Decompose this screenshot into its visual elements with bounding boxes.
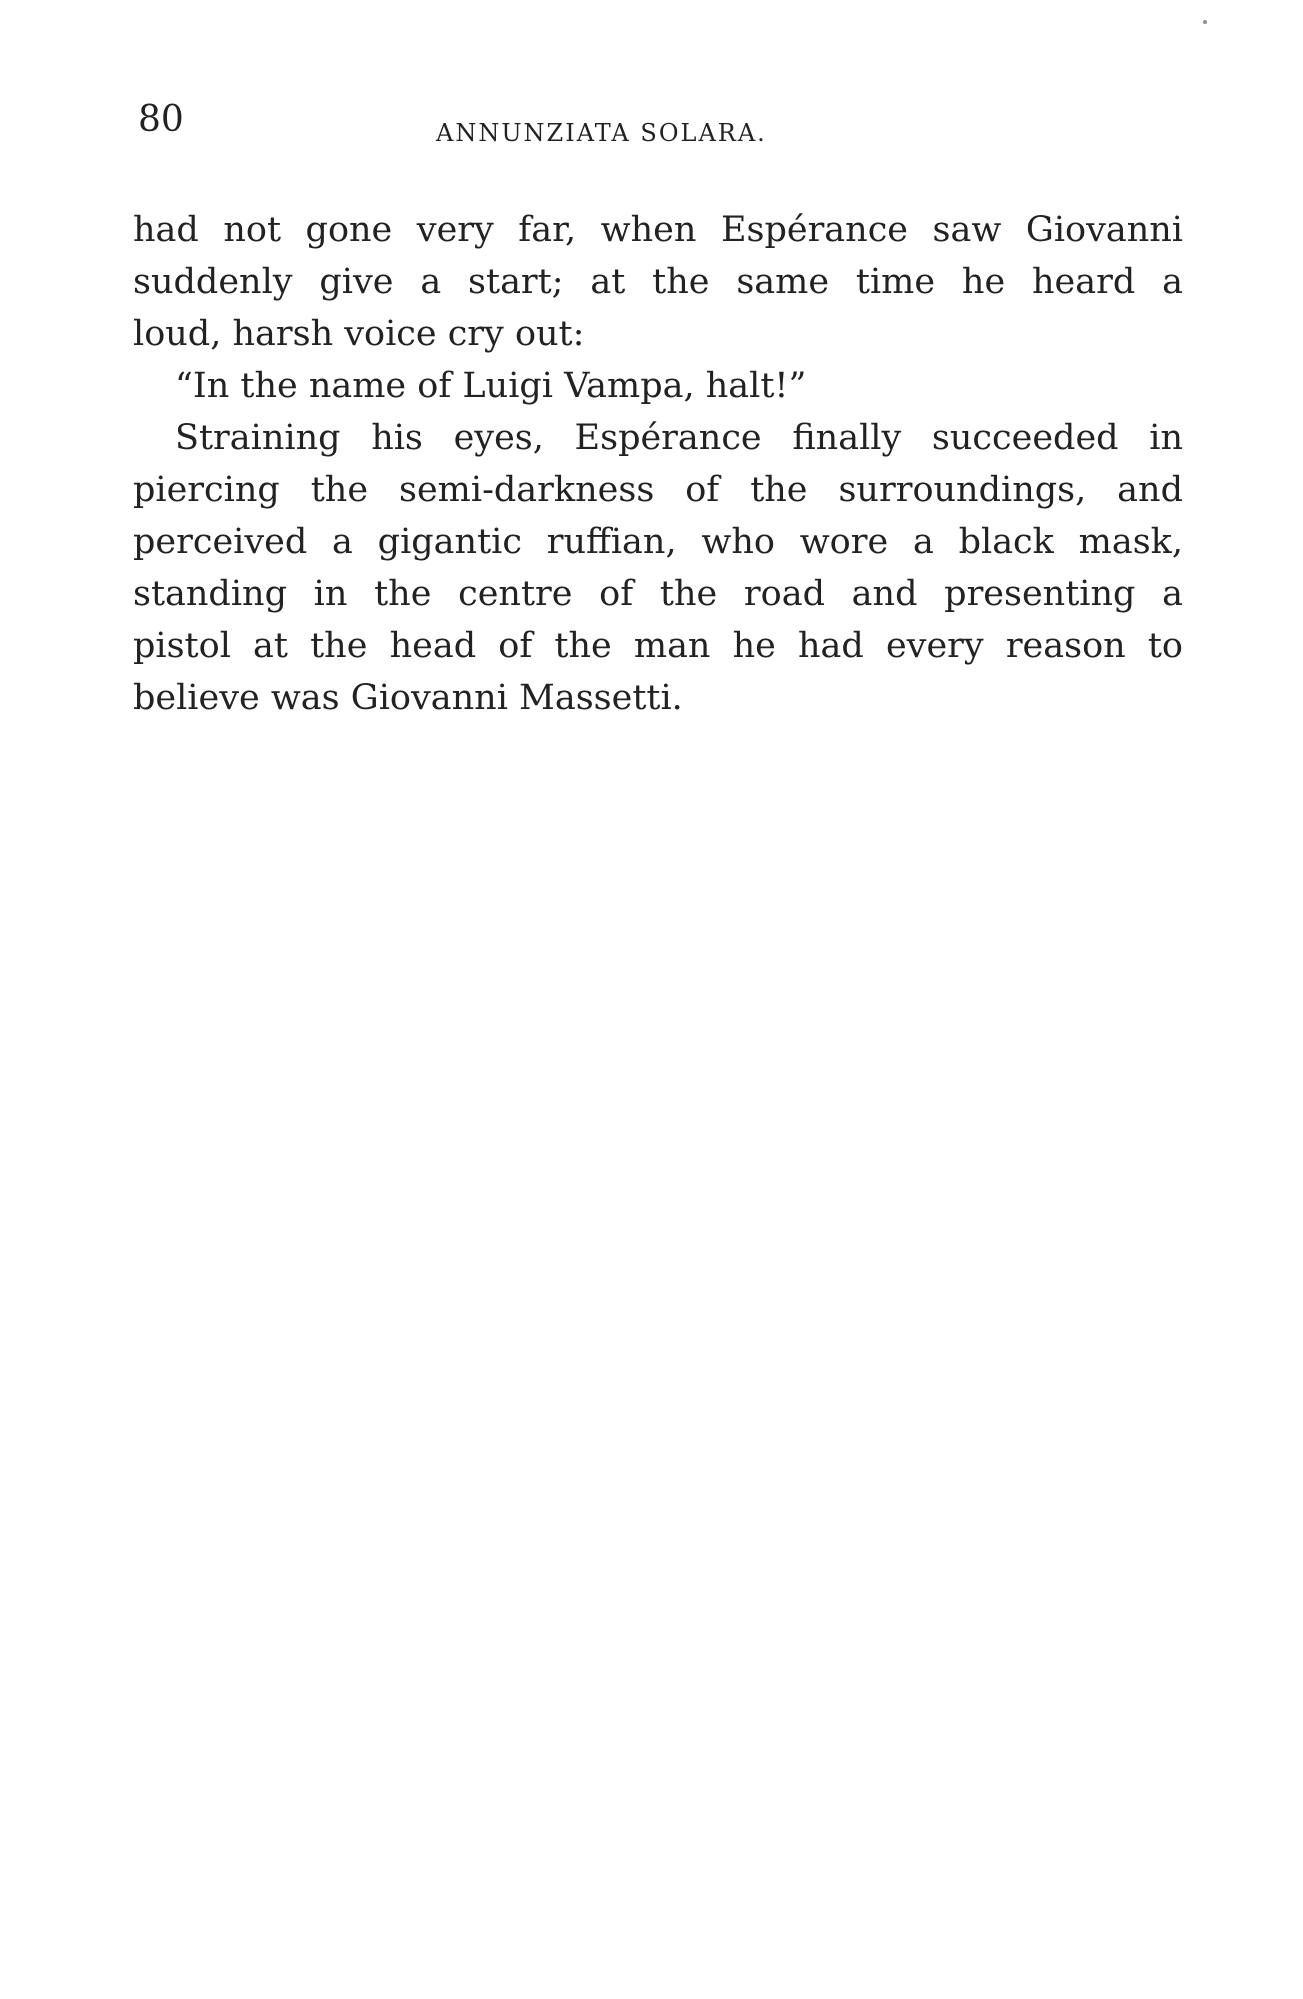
text-line: pistol at the head of the man he had every reason to <box>133 626 1183 666</box>
text-line: had not gone very far, when Espérance saw Giovanni <box>133 210 1183 250</box>
text-line: Straining his eyes, Espérance finally succeeded in <box>175 418 1183 458</box>
page-number: 80 <box>138 99 184 140</box>
ink-speck <box>1203 20 1207 24</box>
text-line: piercing the semi-darkness of the surroundings, and <box>133 470 1183 510</box>
text-line: suddenly give a start; at the same time he heard a <box>133 262 1183 302</box>
running-head: ANNUNZIATA SOLARA. <box>436 119 767 147</box>
text-line: believe was Giovanni Massetti. <box>133 678 683 718</box>
text-line: perceived a gigantic ruffian, who wore a black mask, <box>133 522 1183 562</box>
text-line: loud, harsh voice cry out: <box>133 314 585 354</box>
text-line: “In the name of Luigi Vampa, halt!” <box>175 366 807 406</box>
body-text <box>133 204 1183 724</box>
text-line: standing in the centre of the road and presenting a <box>133 574 1183 614</box>
